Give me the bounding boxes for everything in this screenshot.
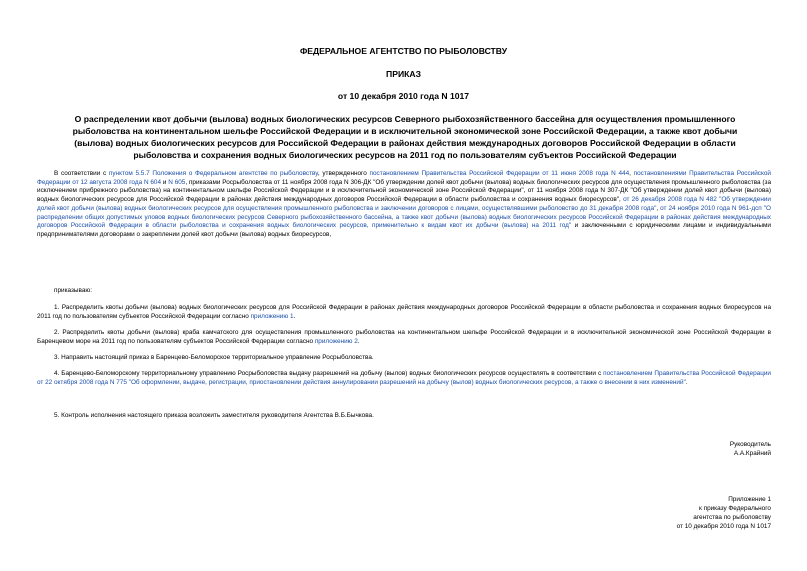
preamble-text: , утвержденного bbox=[317, 170, 370, 177]
appendix-reference-date: от 10 декабря 2010 года N 1017 bbox=[676, 523, 771, 530]
order-482-link[interactable]: от 26 декабря 2008 года N 482 "Об утверждении долей квот добычи (вылова) водных биологических ресурсов для осуществления промышленного рыболовства и заключении договоров с лицами, осуществлявшими рыболовство до 31 декабря 2008 года" bbox=[37, 196, 772, 212]
preamble-text: , bbox=[629, 170, 634, 177]
order-item-1 bbox=[37, 304, 771, 321]
document-date: от 10 декабря 2010 года N 1017 bbox=[337, 91, 470, 101]
order-item-4 bbox=[37, 370, 771, 387]
document-title-line-4: рыболовства и сохранения водных биологических ресурсов на 2011 год по пользователям субъектов Российской Федерации bbox=[133, 150, 677, 160]
appendix-1-link[interactable]: приложению 1 bbox=[250, 312, 294, 320]
document-title-line-2: рыболовства на континентальном шельфе Российской Федерации и в исключительной экономической зоне Российской Федерации, а также квот добычи bbox=[72, 126, 738, 136]
agency-heading: ФЕДЕРАЛЬНОЕ АГЕНТСТВО ПО РЫБОЛОВСТВУ bbox=[299, 46, 508, 56]
preamble-text: В соответствии с bbox=[54, 170, 109, 177]
appendix-reference-line: агентства по рыболовству bbox=[693, 514, 771, 521]
regulation-link[interactable]: пунктом 5.5.7 Положения о Федеральном агентстве по рыболовству bbox=[108, 170, 318, 177]
order-item-5: 5. Контроль исполнения настоящего приказа возложить заместителя руководителя Агентства В.Б.Бычкова. bbox=[54, 412, 374, 419]
appendix-heading: Приложение 1 bbox=[728, 496, 771, 503]
government-decree-605-link[interactable]: N 605 bbox=[168, 178, 186, 186]
preamble-text: и bbox=[161, 178, 169, 186]
signatory-name: А.А.Крайний bbox=[733, 450, 771, 457]
document-type: ПРИКАЗ bbox=[386, 69, 421, 79]
signatory-role: Руководитель bbox=[729, 441, 771, 448]
document-title-line-1: О распределении квот добычи (вылова) водных биологических ресурсов Северного рыбохозяйственного бассейна для осуществления промышленного bbox=[74, 114, 736, 124]
preamble-text: , приказами Росрыболовства от 11 ноября 2008 года N 306-ДК "Об утверждении долей квот добычи (вылова) водных биологических ресурсов для осуществления промышленного рыболовства (за исключением прибрежного рыболовства) на континентальном шельфе Российской Федерации и в исключительной экономической зоне Российской Федерации", от 11 ноября 2008 года N 307-ДК "Об утверждении долей квот добычи (вылова) водных биологических ресурсов для Российской Федерации в районах действия международных договоров Российской Федерации в области рыболовства и сохранения водных биоресурсов", bbox=[37, 178, 772, 204]
preamble-paragraph bbox=[37, 170, 771, 240]
preamble-text: и заключенными с юридическими лицами и индивидуальными предпринимателями договорами о закреплении долей квот добычи (вылова) водных биоресурсов, bbox=[37, 222, 771, 238]
preamble-text: , bbox=[656, 204, 661, 212]
government-decree-775-link[interactable]: постановлением Правительства Российской Федерации от 22 октября 2008 года N 775 "Об оформлении, выдаче, регистрации, приостановлении действия аннулировании разрешений на добычу (вылов) водных биологических ресурсов, а также о внесении в них изменений" bbox=[37, 370, 771, 386]
document-title-line-3: (вылова) водных биологических ресурсов для Российской Федерации в районах действия международных договоров Российской Федерации в области bbox=[74, 138, 736, 148]
order-item-text: 4. Баренцево-Беломорскому территориальному управлению Росрыболовства выдачу разрешений на добычу (вылов) водных биологических ресурсов осуществлять в соответствии с bbox=[54, 370, 604, 377]
order-item-text: . bbox=[685, 378, 688, 386]
appendix-2-link[interactable]: приложению 2 bbox=[314, 337, 358, 345]
appendix-reference-line: к приказу Федерального bbox=[699, 505, 771, 512]
order-item-text: 2. Распределить квоты добычи (вылова) краба камчатского для осуществления промышленного рыболовства на континентальном шельфе Российской Федерации и в исключительной экономической зоне Российской Федерации в Баренцевом море на 2011 год по пользователям субъектов Российской Федерации согласно bbox=[37, 329, 771, 345]
order-item-2 bbox=[37, 329, 771, 346]
government-decree-604-link[interactable]: постановлениями Правительства Российской Федерации от 12 августа 2008 года N 604 bbox=[37, 170, 771, 186]
order-item-text: . bbox=[293, 312, 296, 320]
government-decree-444-link[interactable]: постановлением Правительства Российской Федерации от 11 июня 2008 года N 444 bbox=[369, 170, 630, 177]
orders-label: приказываю: bbox=[54, 287, 92, 294]
order-item-text: . bbox=[357, 337, 360, 345]
order-item-text: 1. Распределить квоты добычи (вылова) водных биологических ресурсов для Российской Федерации в районах действия международных договоров Российской Федерации в области рыболовства и сохранения водных биоресурсов на 2011 год по пользователям субъектов Российской Федерации согласно bbox=[37, 304, 771, 320]
order-item-3: 3. Направить настоящий приказ в Баренцево-Беломорское территориальное управление Росрыболовства. bbox=[54, 354, 374, 361]
order-961-link[interactable]: от 24 ноября 2010 года N 961-дсп "О распределении общих допустимых уловов водных биологических ресурсов Северного рыбохозяйственного бассейна, а также квот добычи (вылова) водных биологических ресурсов Российской Федерации в районах действия международных договоров Российской Федерации в области рыболовства и сохранения водных биологических ресурсов, применительно к видам квот их добычи (вылова) на 2011 год" bbox=[37, 204, 771, 230]
